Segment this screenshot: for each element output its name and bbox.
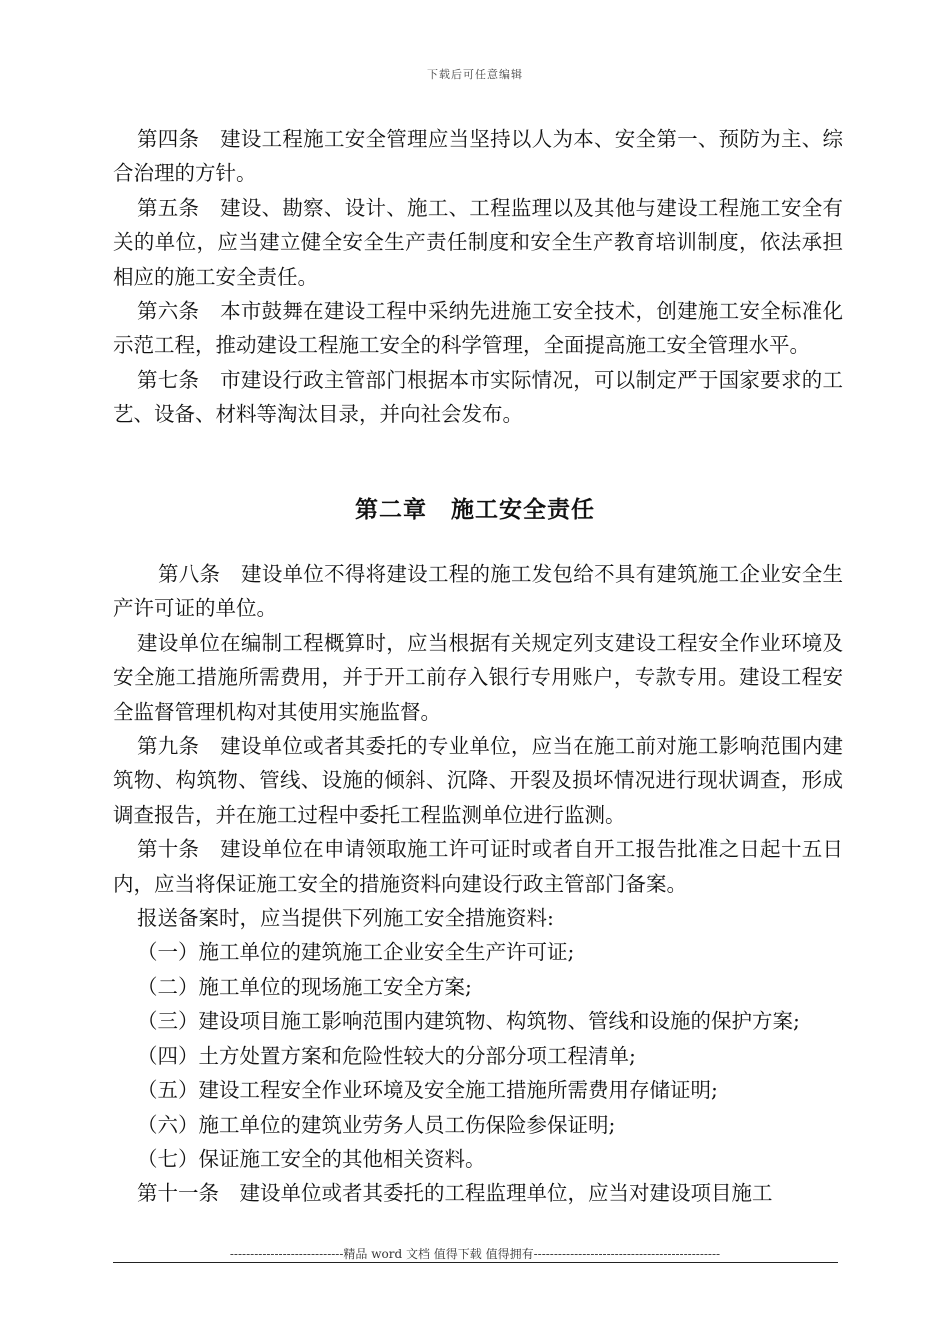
page-header: 下载后可任意编辑 [427, 68, 523, 81]
list-item-3: （三）建设项目施工影响范围内建筑物、构筑物、管线和设施的保护方案; [137, 1009, 800, 1034]
footer-divider [113, 1262, 838, 1263]
article-8: 第八条 建设单位不得将建设工程的施工发包给不具有建筑施工企业安全生产许可证的单位。 [113, 562, 843, 621]
article-9: 第九条 建设单位或者其委托的专业单位，应当在施工前对施工影响范围内建筑物、构筑物、管线、设施的倾斜、沉降、开裂及损坏情况进行现状调查，形成调查报告，并在施工过程中委托工程监测单位进行监测。 [113, 734, 843, 827]
article-10-intro: 报送备案时，应当提供下列施工安全措施资料: [137, 906, 554, 931]
list-item-5: （五）建设工程安全作业环境及安全施工措施所需费用存储证明; [137, 1078, 718, 1103]
article-8-paragraph-2: 建设单位在编制工程概算时，应当根据有关规定列支建设工程安全作业环境及安全施工措施所需费用，并于开工前存入银行专用账户，专款专用。建设工程安全监督管理机构对其使用实施监督。 [113, 630, 843, 724]
chapter-heading: 第二章 施工安全责任 [355, 497, 595, 523]
list-item-1: （一）施工单位的建筑施工企业安全生产许可证; [137, 940, 575, 965]
article-5: 第五条 建设、勘察、设计、施工、工程监理以及其他与建设工程施工安全有关的单位，应当建立健全安全生产责任制度和安全生产教育培训制度，依法承担相应的施工安全责任。 [113, 195, 843, 289]
section-general-provisions [113, 122, 843, 432]
list-item-2: （二）施工单位的现场施工安全方案; [137, 974, 472, 999]
page-footer: ----------------------------精品 word 文档 值得下载 值得拥有---------------------------------------------- [229, 1247, 721, 1261]
article-7: 第七条 市建设行政主管部门根据本市实际情况，可以制定严于国家要求的工艺、设备、材料等淘汰目录，并向社会发布。 [113, 367, 843, 427]
article-6: 第六条 本市鼓舞在建设工程中采纳先进施工安全技术，创建施工安全标准化示范工程，推动建设工程施工安全的科学管理，全面提高施工安全管理水平。 [113, 299, 843, 358]
section-safety-responsibility [113, 557, 843, 1211]
list-item-7: （七）保证施工安全的其他相关资料。 [137, 1146, 486, 1171]
article-4: 第四条 建设工程施工安全管理应当坚持以人为本、安全第一、预防为主、综合治理的方针。 [113, 127, 843, 186]
article-11: 第十一条 建设单位或者其委托的工程监理单位，应当对建设项目施工 [137, 1181, 773, 1206]
article-10: 第十条 建设单位在申请领取施工许可证时或者自开工报告批准之日起十五日内，应当将保证施工安全的措施资料向建设行政主管部门备案。 [113, 837, 843, 896]
list-item-6: （六）施工单位的建筑业劳务人员工伤保险参保证明; [137, 1112, 616, 1137]
list-item-4: （四）土方处置方案和危险性较大的分部分项工程清单; [137, 1043, 636, 1068]
